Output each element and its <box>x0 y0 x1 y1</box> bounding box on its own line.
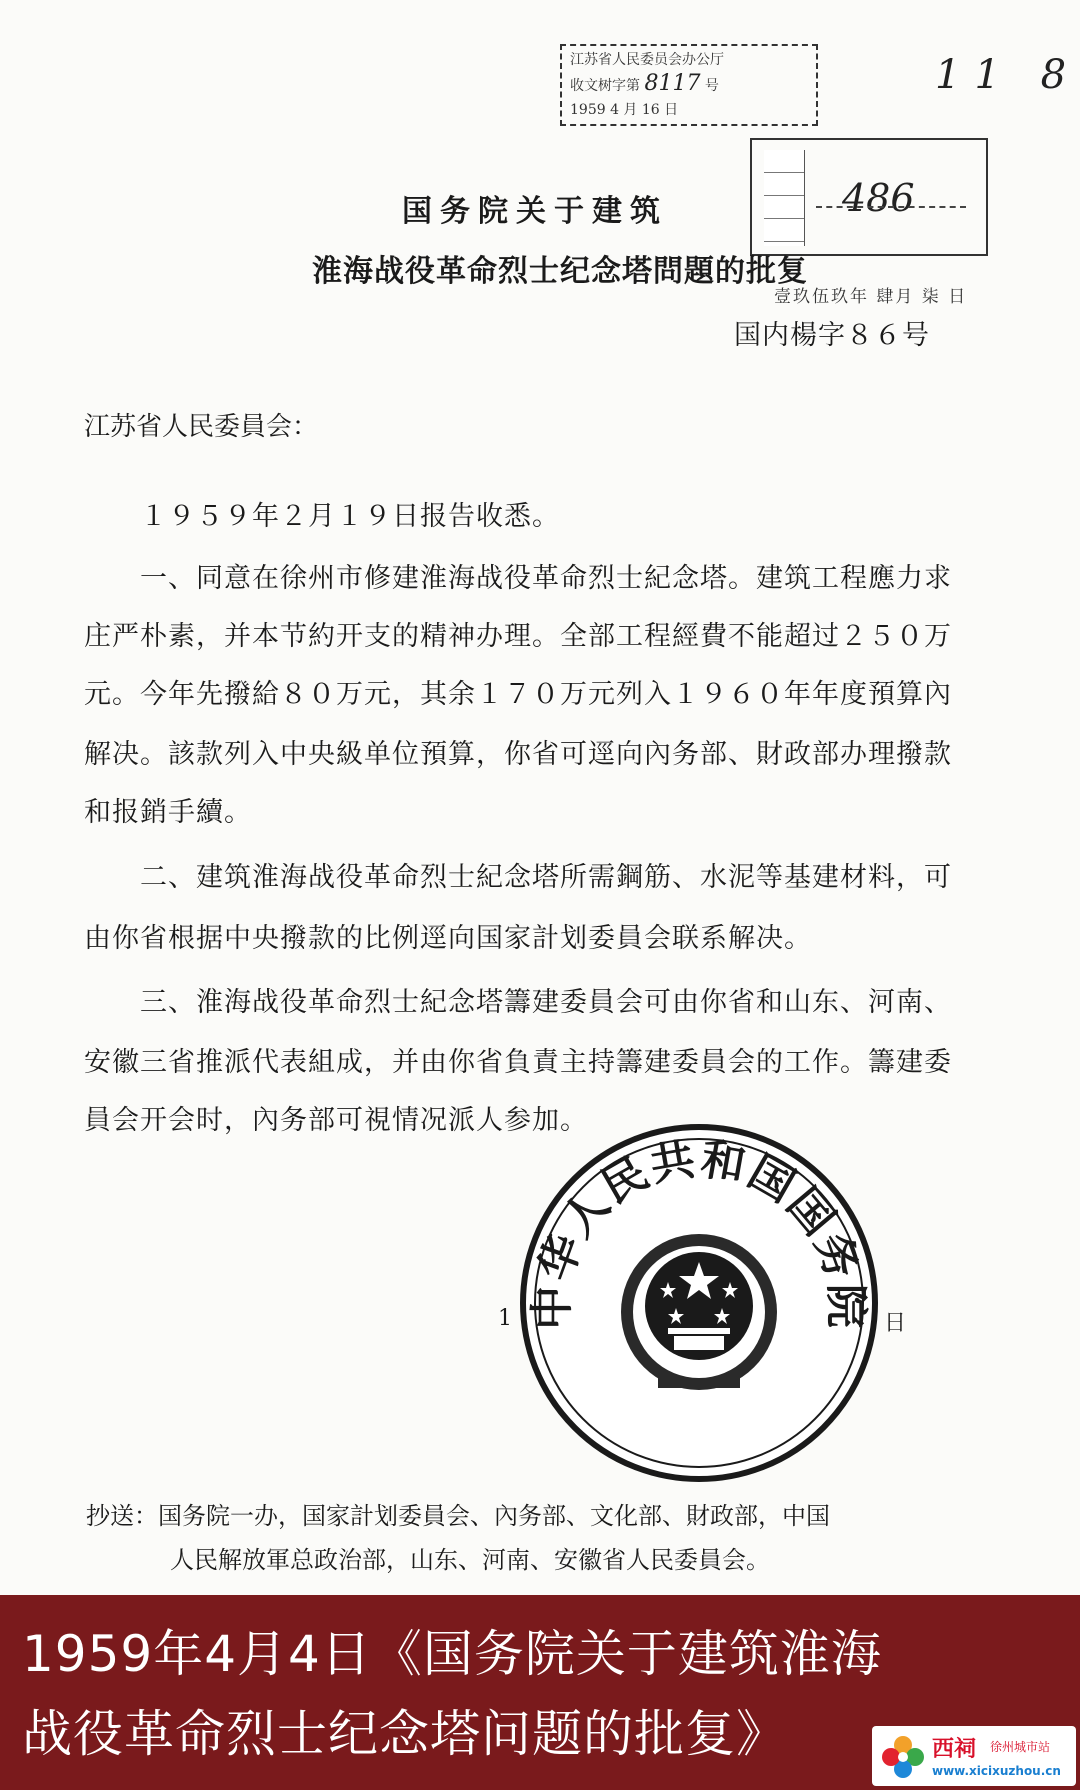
site-watermark-logo <box>872 1726 1076 1786</box>
receiving-stamp-date: 1959 4 月 16 日 <box>570 102 679 118</box>
receiving-stamp <box>560 44 818 126</box>
receiving-stamp-line2: 收文树字第 <box>570 78 640 94</box>
body-line: 和报銷手續。 <box>84 797 252 828</box>
seal-text: 中华人民共和国国务院 <box>526 1133 872 1330</box>
body-line: 解决。該款列入中央級单位預算，你省可逕向內务部、財政部办理撥款 <box>84 739 952 770</box>
registration-number: 486 <box>842 176 915 220</box>
document-title-line2: 淮海战役革命烈士纪念塔問題的批复 <box>312 254 808 289</box>
document-date: 壹玖伍玖年 肆月 柒 日 <box>774 287 968 307</box>
watermark-brand-sub: 徐州城市站 <box>990 1740 1051 1754</box>
handwritten-corner-note: 11 8 <box>935 52 1080 98</box>
body-line: 元。今年先撥給８０万元，其余１７０万元列入１９６０年年度預算內 <box>84 679 952 710</box>
body-line: 二、建筑淮海战役革命烈士紀念塔所需鋼筋、水泥等基建材料，可 <box>140 862 952 893</box>
national-emblem-icon <box>621 1234 777 1390</box>
flower-logo-icon <box>878 1732 928 1782</box>
watermark-url: www.xicixuzhou.cn <box>932 1764 1061 1778</box>
cc-line1: 抄送：国务院一办，国家計划委員会、內务部、文化部、財政部，中国 <box>86 1502 830 1530</box>
body-line: 庄严朴素，并本节約开支的精神办理。全部工程經費不能超过２５０万 <box>84 621 952 652</box>
body-line: 由你省根据中央撥款的比例逕向国家計划委員会联系解决。 <box>84 923 812 954</box>
document-title-line1: 国务院关于建筑 <box>402 194 668 229</box>
signature-date-fragment-day: 日 <box>884 1311 907 1336</box>
body-line: 員会开会时，內务部可視情况派人参加。 <box>84 1105 588 1136</box>
body-line: 三、淮海战役革命烈士紀念塔籌建委員会可由你省和山东、河南、 <box>140 987 952 1018</box>
receiving-stamp-line1: 江苏省人民委员会办公厅 <box>570 52 724 68</box>
document-number: 国内楊字８６号 <box>734 320 930 351</box>
caption-line1: 1959年4月4日《国务院关于建筑淮海 <box>22 1625 882 1683</box>
watermark-brand: 西祠 <box>932 1737 977 1762</box>
body-line: 一、同意在徐州市修建淮海战役革命烈士紀念塔。建筑工程應力求 <box>140 563 952 594</box>
cc-line2: 人民解放軍总政治部，山东、河南、安徽省人民委員会。 <box>170 1546 770 1574</box>
receiving-stamp-number: 8117 <box>644 71 701 96</box>
registration-box-lines <box>764 150 805 246</box>
caption-line2: 战役革命烈士纪念塔问题的批复》 <box>22 1705 787 1763</box>
registration-dash-line <box>816 206 966 208</box>
registration-box <box>750 138 988 256</box>
receiving-stamp-suffix: 号 <box>704 78 719 94</box>
body-line: 安徽三省推派代表組成，并由你省負責主持籌建委員会的工作。籌建委 <box>84 1047 952 1078</box>
body-line: １９５９年２月１９日报告收悉。 <box>140 501 560 532</box>
salutation: 江苏省人民委員会： <box>84 412 319 442</box>
signature-date-fragment-year: 1 <box>498 1306 512 1331</box>
state-council-seal <box>518 1122 880 1484</box>
